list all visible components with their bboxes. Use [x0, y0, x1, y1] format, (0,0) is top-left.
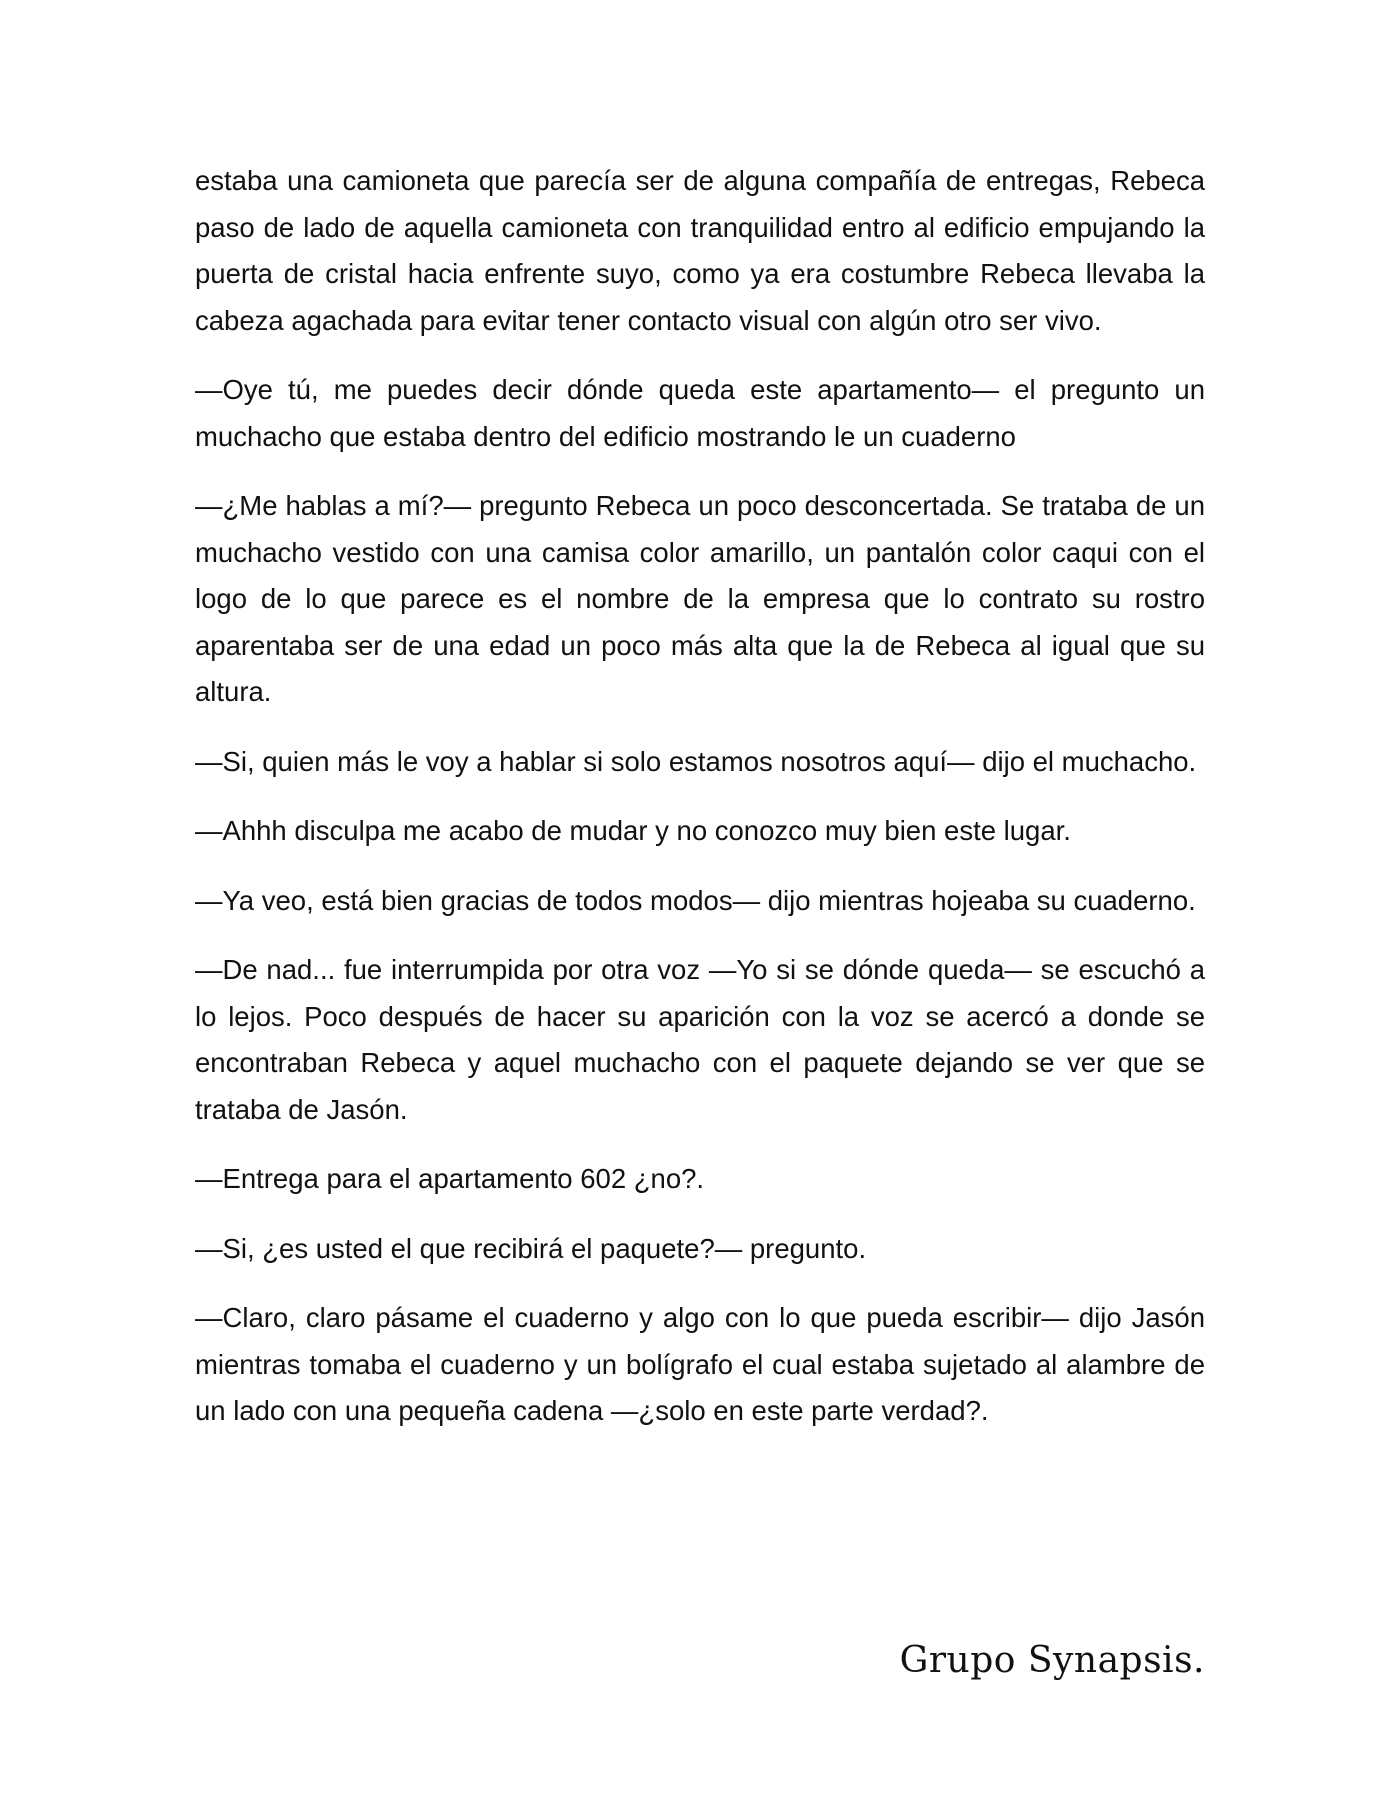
paragraph: estaba una camioneta que parecía ser de alguna compañía de entregas, Rebeca paso de lado de aquella camioneta con tranquilidad entro al edificio empujando la puerta de cristal hacia enfrente suyo, como ya era costumbre Rebeca llevaba la cabeza agachada para evitar tener contacto visual con algún otro ser vivo.: [195, 165, 1205, 336]
footer-signature: Grupo Synapsis.: [899, 1640, 1205, 1681]
paragraph: —Si, quien más le voy a hablar si solo estamos nosotros aquí— dijo el muchacho.: [195, 745, 1197, 777]
paragraph: —Ahhh disculpa me acabo de mudar y no conozco muy bien este lugar.: [195, 815, 1071, 846]
paragraph: —Si, ¿es usted el que recibirá el paquete?— pregunto.: [195, 1232, 867, 1264]
paragraph: —Entrega para el apartamento 602 ¿no?.: [195, 1163, 705, 1194]
paragraph: —¿Me hablas a mí?— pregunto Rebeca un poco desconcertada. Se trataba de un muchacho vestido con una camisa color amarillo, un pantalón color caqui con el logo de lo que parece es el nombre de la empresa que lo contrato su rostro aparentaba ser de una edad un poco más alta que la de Rebeca al igual que su altura.: [195, 490, 1205, 707]
paragraph: —Oye tú, me puedes decir dónde queda este apartamento— el pregunto un muchacho que estaba dentro del edificio mostrando le un cuaderno: [195, 374, 1205, 452]
body-text: [195, 158, 1205, 1458]
paragraph: —Ya veo, está bien gracias de todos modos— dijo mientras hojeaba su cuaderno.: [195, 884, 1196, 916]
paragraph: —De nad... fue interrumpida por otra voz —Yo si se dónde queda— se escuchó a lo lejos. Poco después de hacer su aparición con la voz se acercó a donde se encontraban Rebeca y aquel muchacho con el paquete dejando se ver que se trataba de Jasón.: [195, 954, 1205, 1125]
paragraph: —Claro, claro pásame el cuaderno y algo con lo que pueda escribir— dijo Jasón mientras tomaba el cuaderno y un bolígrafo el cual estaba sujetado al alambre de un lado con una pequeña cadena —¿solo en este parte verdad?.: [195, 1302, 1205, 1426]
